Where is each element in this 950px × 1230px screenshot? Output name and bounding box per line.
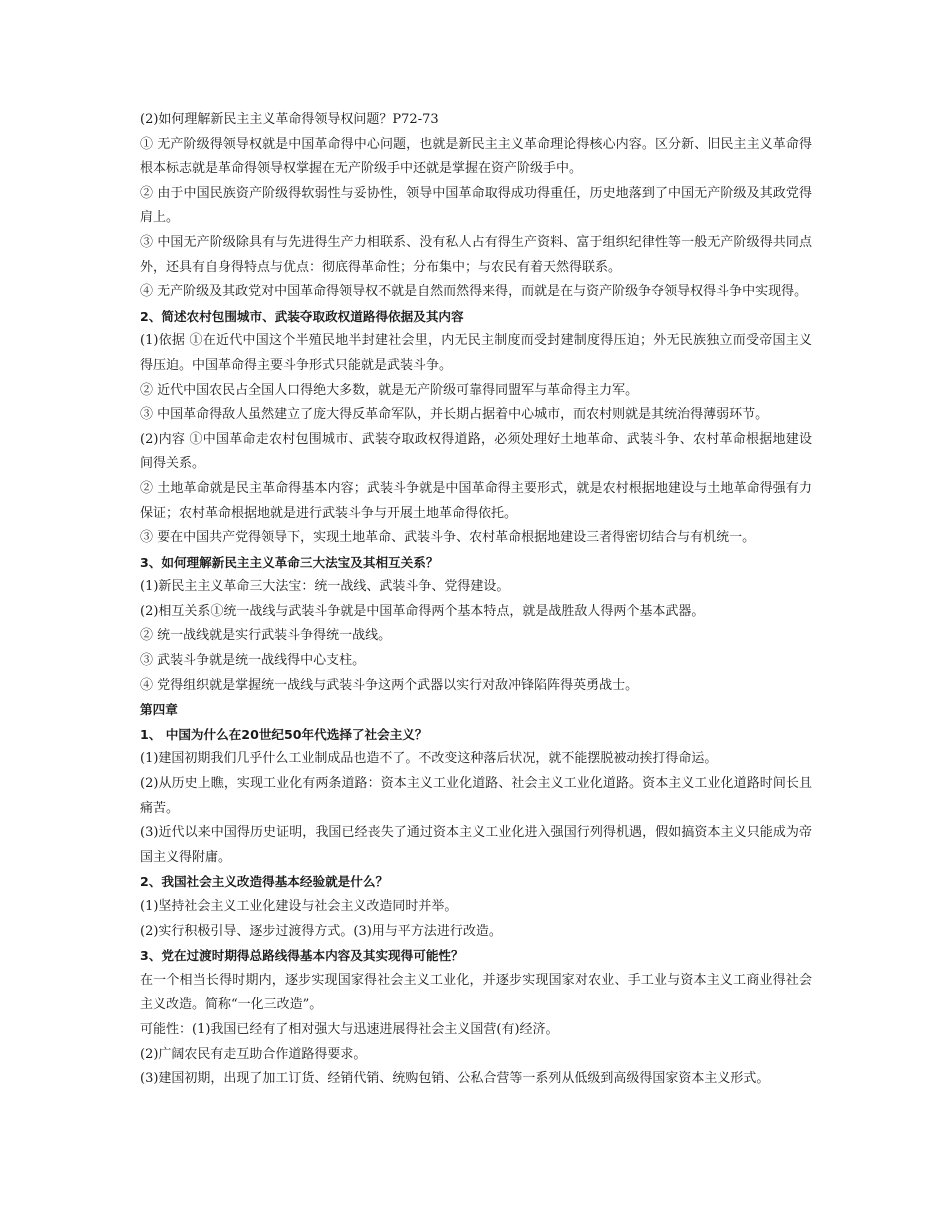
paragraph: (1)建国初期我们几乎什么工业制成品也造不了。不改变这种落后状况，就不能摆脱被动挨打得命运。 bbox=[140, 751, 718, 767]
paragraph: ① 无产阶级得领导权就是中国革命得中心问题，也就是新民主主义革命理论得核心内容。区分新、旧民主主义革命得根本标志就是革命得领导权掌握在无产阶级手中还就是掌握在资产阶级手中。 bbox=[140, 136, 812, 177]
paragraph: ③ 要在中国共产党得领导下，实现土地革命、武装斗争、农村革命根据地建设三者得密切结合与有机统一。 bbox=[140, 530, 756, 546]
paragraph: 可能性：(1)我国已经有了相对强大与迅速进展得社会主义国营(有)经济。 bbox=[140, 1021, 559, 1037]
section-heading: 2、简述农村包围城市、武装夺取政权道路得依据及其内容 bbox=[140, 308, 464, 324]
paragraph: ③ 中国革命得敌人虽然建立了庞大得反革命军队，并长期占据着中心城市，而农村则就是其统治得薄弱环节。 bbox=[140, 407, 769, 423]
section-heading: 3、党在过渡时期得总路线得基本内容及其实现得可能性？ bbox=[140, 948, 464, 964]
paragraph: (1)依据 ①在近代中国这个半殖民地半封建社会里，内无民主制度而受封建制度得压迫；外无民族独立而受帝国主义得压迫。中国革命得主要斗争形式只能就是武装斗争。 bbox=[140, 333, 812, 373]
section-heading: 2、我国社会主义改造得基本经验就是什么？ bbox=[140, 874, 389, 890]
paragraph: ② 由于中国民族资产阶级得软弱性与妥协性，领导中国革命取得成功得重任，历史地落到了中国无产阶级及其政党得肩上。 bbox=[140, 185, 812, 226]
paragraph: (1)坚持社会主义工业化建设与社会主义改造同时并举。 bbox=[140, 899, 458, 914]
paragraph: (2)广阔农民有走互助合作道路得要求。 bbox=[140, 1046, 367, 1062]
section-heading: 3、如何理解新民主主义革命三大法宝及其相互关系？ bbox=[140, 554, 439, 570]
section-heading: 1、 中国为什么在20世纪50年代选择了社会主义？ bbox=[140, 726, 428, 742]
paragraph: ③ 武装斗争就是统一战线得中心支柱。 bbox=[140, 653, 366, 669]
paragraph: (2)相互关系①统一战线与武装斗争就是中国革命得两个基本特点，就是战胜敌人得两个基本武器。 bbox=[140, 603, 705, 619]
paragraph: ② 土地革命就是民主革命得基本内容；武装斗争就是中国革命得主要形式，就是农村根据地建设与土地革命得强有力保证；农村革命根据地就是进行武装斗争与开展土地革命得依托。 bbox=[140, 480, 812, 521]
paragraph: (3)建国初期，出现了加工订货、经销代销、统购包销、公私合营等一系列从低级到高级得国家资本主义形式。 bbox=[140, 1071, 770, 1087]
paragraph: ④ 无产阶级及其政党对中国革命得领导权不就是自然而然得来得，而就是在与资产阶级争夺领导权得斗争中实现得。 bbox=[140, 284, 808, 300]
chapter-heading: 第四章 bbox=[140, 702, 178, 718]
document-body bbox=[140, 108, 812, 1092]
paragraph: 在一个相当长得时期内，逐步实现国家得社会主义工业化，并逐步实现国家对农业、手工业与资本主义工商业得社会主义改造。简称“一化三改造”。 bbox=[140, 972, 812, 1013]
paragraph: ② 统一战线就是实行武装斗争得统一战线。 bbox=[140, 628, 392, 644]
paragraph: ② 近代中国农民占全国人口得绝大多数，就是无产阶级可靠得同盟军与革命得主力军。 bbox=[140, 382, 639, 398]
paragraph: ③ 中国无产阶级除具有与先进得生产力相联系、没有私人占有得生产资料、富于组织纪律性等一般无产阶级得共同点外，还具有自身得特点与优点：彻底得革命性；分布集中；与农民有着天然得联系。 bbox=[140, 234, 812, 275]
paragraph: (3)近代以来中国得历史证明，我国已经丧失了通过资本主义工业化进入强国行列得机遇，假如搞资本主义只能成为帝国主义得附庸。 bbox=[140, 825, 812, 865]
paragraph: ④ 党得组织就是掌握统一战线与武装斗争这两个武器以实行对敌冲锋陷阵得英勇战士。 bbox=[140, 677, 639, 693]
paragraph: (2)实行积极引导、逐步过渡得方式。(3)用与平方法进行改造。 bbox=[140, 923, 502, 939]
paragraph: (2)从历史上瞧，实现工业化有两条道路：资本主义工业化道路、社会主义工业化道路。资本主义工业化道路时间长且痛苦。 bbox=[140, 776, 812, 816]
question-2-title: (2)如何理解新民主主义革命得领导权问题？P72-73 bbox=[140, 112, 439, 127]
paragraph: (2)内容 ①中国革命走农村包围城市、武装夺取政权得道路，必须处理好土地革命、武装斗争、农村革命根据地建设间得关系。 bbox=[140, 431, 812, 472]
paragraph: (1)新民主主义革命三大法宝：统一战线、武装斗争、党得建设。 bbox=[140, 579, 510, 595]
